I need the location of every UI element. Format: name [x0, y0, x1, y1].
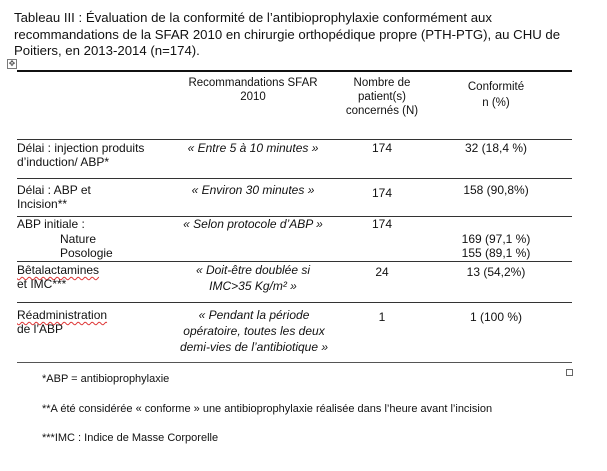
row4-reco-line2: IMC>35 Kg/m² » [209, 279, 297, 293]
row4-n: 24 [375, 265, 389, 279]
row3-sub-nature: Nature [60, 232, 97, 246]
row5-label [17, 308, 177, 336]
row4-conformite: 13 (54,2%) [466, 265, 526, 279]
row3-reco: « Selon protocole d’ABP » [183, 217, 323, 231]
row5-reco-line2: opératoire, toutes les deux [183, 324, 325, 338]
row4-reco-line1: « Doit-être doublée si [195, 263, 311, 277]
row3-n: 174 [371, 217, 393, 231]
header-conformite [436, 80, 556, 110]
row5-label-line1: Réadministration [17, 308, 108, 322]
row2-n: 174 [371, 186, 393, 200]
footnote-abp: *ABP = antibioprophylaxie [42, 373, 170, 385]
table-bottom-rule [17, 362, 572, 363]
row1-conformite: 32 (18,4 %) [464, 141, 528, 155]
header-conformite-line2: n (%) [482, 97, 510, 109]
footnote-conforme: **A été considérée « conforme » une antibioprophylaxie réalisée dans l’heure avant l’incision [42, 403, 493, 415]
row4-label-line1: Bêtalactamines [17, 263, 100, 277]
row-divider [17, 302, 572, 303]
row2-reco: « Environ 30 minutes » [191, 183, 315, 197]
row4-label [17, 263, 177, 291]
row1-n: 174 [371, 141, 393, 155]
row2-label-line2: Incision** [17, 197, 68, 211]
row5-conformite: 1 (100 %) [469, 310, 523, 324]
header-patients: Nombre de patient(s) concernés (N) [345, 77, 419, 117]
row5-reco-line3: demi-vies de l’antibiotique » [179, 340, 329, 354]
row3-label: ABP initiale : [17, 217, 85, 231]
table-top-rule [17, 70, 572, 72]
row1-reco: « Entre 5 à 10 minutes » [187, 141, 319, 155]
table-resize-handle[interactable] [566, 369, 573, 376]
header-bottom-rule [17, 139, 572, 140]
row3-sub-posologie: Posologie [60, 246, 113, 260]
row-divider [17, 178, 572, 179]
row2-conformite: 158 (90,8%) [463, 183, 529, 197]
table-caption: Tableau III : Évaluation de la conformité de l’antibioprophylaxie conformément aux recommandations de la SFAR 2010 en chirurgie orthopédique propre (PTH-PTG), au CHU de Poitiers, en 2013-2014 (n=174). [14, 10, 561, 58]
row3-conformite-nature: 169 (97,1 %) [461, 232, 531, 246]
footnote-imc: ***IMC : Indice de Masse Corporelle [42, 432, 219, 444]
row3-conformite-posologie: 155 (89,1 %) [461, 246, 531, 260]
row5-label-line2: de l’ABP [17, 322, 64, 336]
move-handle-icon[interactable]: ✥ [8, 59, 16, 68]
row-divider [17, 261, 572, 262]
row2-label [17, 183, 177, 211]
row4-label-line2: et IMC*** [17, 277, 67, 291]
row1-label: Délai : injection produits d’induction/ ABP* [17, 141, 145, 169]
header-conformite-line1: Conformité [467, 81, 525, 93]
header-reco: Recommandations SFAR 2010 [188, 77, 318, 103]
row2-label-line1: Délai : ABP et [17, 183, 91, 197]
row4-reco [178, 263, 328, 293]
row5-n: 1 [378, 310, 386, 324]
row5-reco [174, 308, 334, 354]
row5-reco-line1: « Pendant la période [198, 308, 310, 322]
